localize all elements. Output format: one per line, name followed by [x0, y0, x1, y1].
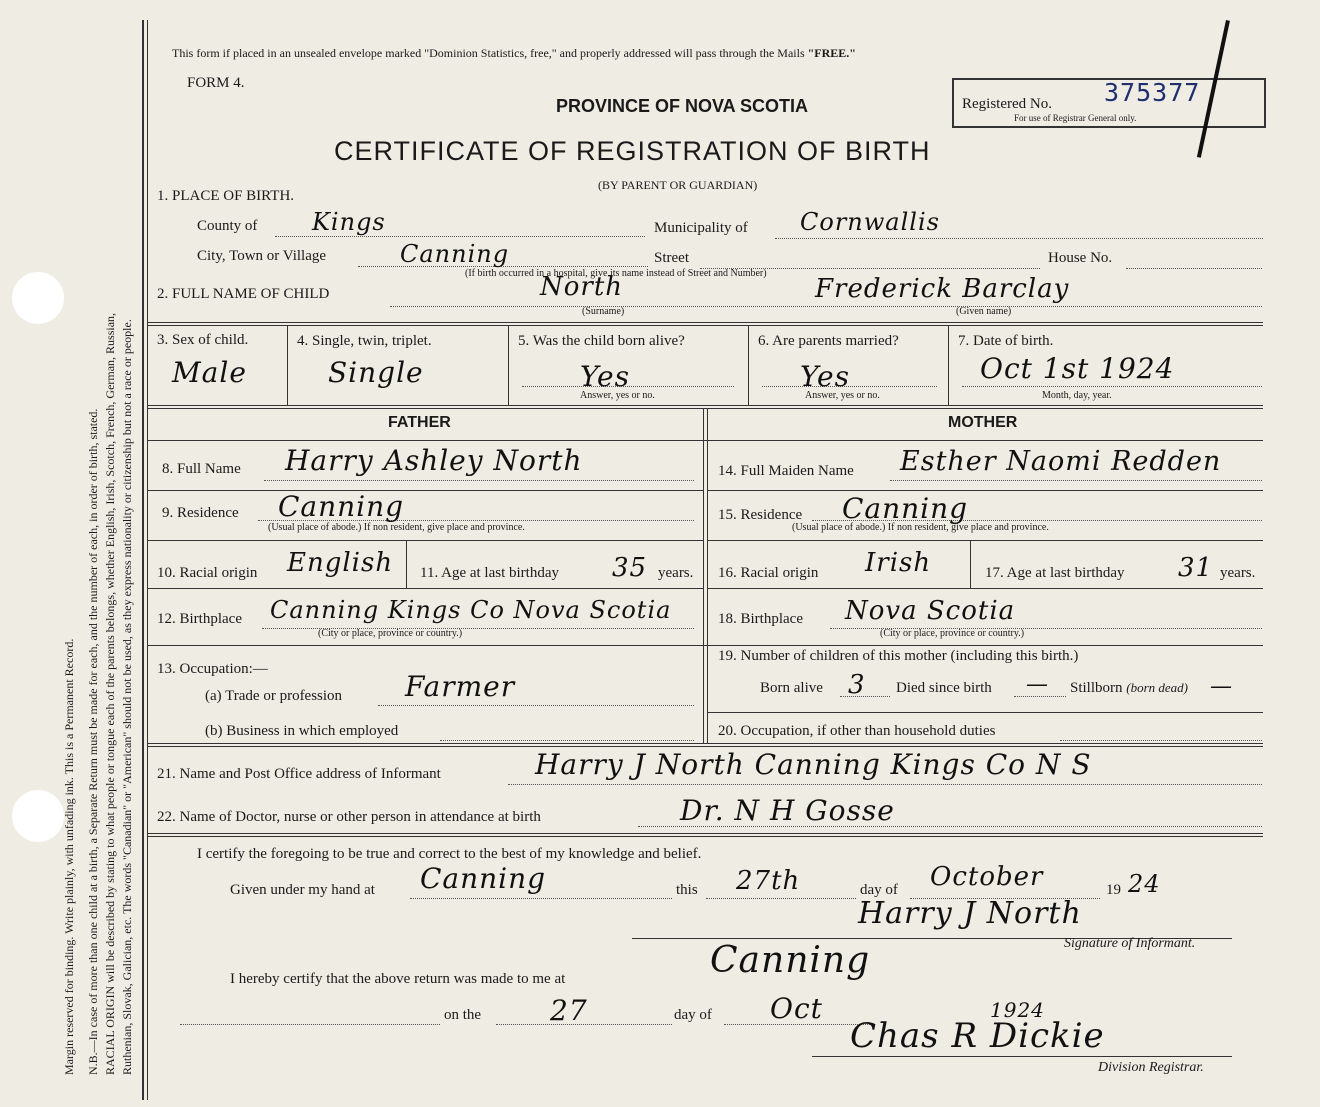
mother-residence-label: 15. Residence: [718, 507, 803, 523]
side-note-1: Margin reserved for binding. Write plainly, with unfading ink. This is a Permanent Record.: [62, 638, 76, 1075]
mother-birthplace-note: (City or place, province or country.): [880, 628, 1025, 639]
sex-label: 3. Sex of child.: [157, 332, 249, 348]
doctor-value: Dr. N H Gosse: [680, 794, 895, 827]
margin-line-inner: [147, 20, 148, 1100]
informant-label: 21. Name and Post Office address of Informant: [157, 766, 441, 782]
alive-value: Yes: [580, 360, 630, 393]
day-of-label: day of: [860, 882, 898, 898]
born-alive-value: 3: [848, 670, 866, 700]
mother-years: years.: [1220, 565, 1256, 581]
house-no-label: House No.: [1048, 250, 1113, 266]
mother-age-label: 17. Age at last birthday: [985, 565, 1125, 581]
stillborn-value: —: [1210, 674, 1233, 699]
this-label: this: [676, 882, 698, 898]
city-value: Canning: [400, 240, 510, 268]
registrar-month-value: Oct: [770, 992, 823, 1025]
alive-answer-note: Answer, yes or no.: [580, 390, 655, 401]
died-since-birth-value: —: [1026, 672, 1049, 697]
registered-box: [952, 78, 1266, 128]
plurality-value: Single: [328, 356, 424, 389]
given-place-value: Canning: [420, 862, 547, 895]
mail-notice: This form if placed in an unsealed envelope marked "Dominion Statistics, free," and properly addressed will pass through the Mails "FREE.": [172, 46, 856, 60]
date-of-birth-label: 7. Date of birth.: [958, 333, 1054, 349]
child-surname: North: [540, 272, 624, 302]
mother-occupation-label: 20. Occupation, if other than household duties: [718, 723, 996, 739]
father-residence-value: Canning: [278, 490, 405, 523]
father-birthplace-value: Canning Kings Co Nova Scotia: [270, 596, 672, 624]
municipality-label: Municipality of: [654, 220, 748, 236]
surname-note: (Surname): [582, 306, 625, 317]
registrar-day-value: 27: [550, 994, 588, 1027]
father-residence-label: 9. Residence: [162, 505, 239, 521]
father-years: years.: [658, 565, 694, 581]
side-note-2: N.B.—In case of more than one child at a birth, a Separate Return must be made for each, and the number of each, in order of birth, stated.: [86, 408, 100, 1075]
informant-value: Harry J North Canning Kings Co N S: [535, 748, 1092, 781]
registrar-use-note: For use of Registrar General only.: [1014, 113, 1137, 123]
registrar-statement: I hereby certify that the above return was made to me at: [230, 971, 566, 987]
father-racial-value: English: [287, 548, 394, 578]
registered-label: Registered No.: [962, 96, 1052, 112]
born-alive-label: Born alive: [760, 680, 823, 696]
date-note: Month, day, year.: [1042, 390, 1112, 401]
plurality-label: 4. Single, twin, triplet.: [297, 333, 432, 349]
place-of-birth-label: 1. PLACE OF BIRTH.: [157, 188, 295, 204]
informant-signature-label: Signature of Informant.: [1064, 936, 1196, 951]
registrar-place-value: Canning: [710, 940, 871, 981]
doctor-label: 22. Name of Doctor, nurse or other person in attendance at birth: [157, 809, 541, 825]
hospital-note: (If birth occurred in a hospital, give its name instead of Street and Number): [465, 268, 767, 279]
business-label: (b) Business in which employed: [205, 723, 399, 739]
father-age-label: 11. Age at last birthday: [420, 565, 559, 581]
street-label: Street: [654, 250, 689, 266]
trade-label: (a) Trade or profession: [205, 688, 343, 704]
certify-statement: I certify the foregoing to be true and correct to the best of my knowledge and belief.: [197, 846, 702, 862]
mother-name-value: Esther Naomi Redden: [900, 446, 1222, 477]
mother-racial-label: 16. Racial origin: [718, 565, 819, 581]
mother-residence-note: (Usual place of abode.) If non resident, give place and province.: [792, 522, 1049, 533]
mother-heading: MOTHER: [948, 414, 1018, 431]
father-residence-note: (Usual place of abode.) If non resident, give place and province.: [268, 522, 525, 533]
father-name-value: Harry Ashley North: [285, 444, 583, 477]
mother-age-value: 31: [1178, 553, 1214, 583]
father-birthplace-note: (City or place, province or country.): [318, 628, 463, 639]
form-number: FORM 4.: [187, 75, 245, 91]
side-note-4: Ruthenian, Slovak, Galician, etc. The words "Canadian" or "American" should not be used, as they express nationality or citizenship but not a race or people.: [120, 319, 134, 1075]
division-registrar-label: Division Registrar.: [1098, 1060, 1204, 1075]
sex-value: Male: [172, 356, 247, 389]
father-name-label: 8. Full Name: [162, 461, 241, 477]
mother-birthplace-label: 18. Birthplace: [718, 611, 803, 627]
father-racial-label: 10. Racial origin: [157, 565, 258, 581]
given-year-value: 24: [1128, 870, 1161, 898]
occupation-label: 13. Occupation:—: [157, 661, 268, 677]
given-under-label: Given under my hand at: [230, 882, 375, 898]
father-heading: FATHER: [388, 414, 451, 431]
died-since-birth-label: Died since birth: [896, 680, 992, 696]
married-value: Yes: [800, 360, 850, 393]
stillborn-label: Stillborn (born dead): [1070, 680, 1189, 696]
child-name-label: 2. FULL NAME OF CHILD: [157, 286, 330, 302]
married-label: 6. Are parents married?: [758, 333, 899, 349]
children-count-label: 19. Number of children of this mother (including this birth.): [718, 648, 1079, 664]
binding-hole-top: [12, 272, 64, 324]
married-answer-note: Answer, yes or no.: [805, 390, 880, 401]
given-day-value: 27th: [736, 866, 801, 896]
municipality-value: Cornwallis: [800, 208, 940, 236]
father-birthplace-label: 12. Birthplace: [157, 611, 242, 627]
given-name-note: (Given name): [956, 306, 1012, 317]
certificate-subtitle: (BY PARENT OR GUARDIAN): [598, 178, 758, 192]
registrar-day-of-label: day of: [674, 1007, 712, 1023]
county-label: County of: [197, 218, 258, 234]
registered-number: 375377: [1104, 78, 1201, 107]
mother-residence-value: Canning: [842, 492, 969, 525]
registrar-signature: Chas R Dickie: [850, 1016, 1105, 1056]
registrar-year-value: 1924: [990, 998, 1045, 1022]
child-given-name: Frederick Barclay: [815, 274, 1070, 304]
father-age-value: 35: [612, 553, 648, 583]
given-month-value: October: [930, 862, 1044, 892]
province-title: PROVINCE OF NOVA SCOTIA: [556, 96, 809, 116]
mother-racial-value: Irish: [865, 548, 932, 578]
alive-label: 5. Was the child born alive?: [518, 333, 685, 349]
trade-value: Farmer: [405, 670, 516, 703]
mother-birthplace-value: Nova Scotia: [845, 596, 1016, 626]
city-label: City, Town or Village: [197, 248, 327, 264]
county-value: Kings: [312, 208, 386, 236]
date-of-birth-value: Oct 1st 1924: [980, 352, 1175, 385]
binding-hole-bottom: [12, 790, 64, 842]
mother-name-label: 14. Full Maiden Name: [718, 463, 854, 479]
on-the-label: on the: [444, 1007, 482, 1023]
year-prefix: 19: [1106, 882, 1121, 898]
certificate-title: CERTIFICATE OF REGISTRATION OF BIRTH: [334, 136, 931, 166]
informant-signature: Harry J North: [858, 896, 1082, 931]
side-note-3: RACIAL ORIGIN will be described by stating to what people or tongue each of the parents belongs, whether English, Irish, Scotch, French, German, Russian,: [103, 312, 117, 1075]
margin-line-outer: [142, 20, 144, 1100]
